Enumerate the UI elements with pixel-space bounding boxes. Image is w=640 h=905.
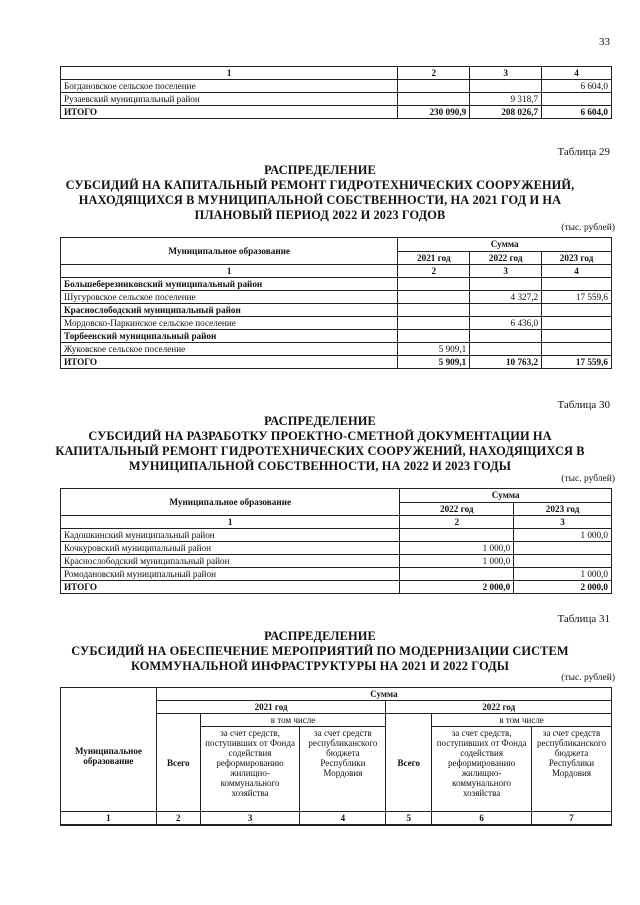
col-sum-header: Сумма bbox=[156, 688, 611, 701]
title-line: МУНИЦИПАЛЬНОЙ СОБСТВЕННОСТИ, НА 2022 И 2023 ГОДЫ bbox=[128, 459, 512, 473]
cell-mo: ИТОГО bbox=[61, 356, 398, 369]
cell-value bbox=[542, 330, 612, 343]
table-30 bbox=[60, 488, 612, 594]
cell-value: 6 604,0 bbox=[542, 106, 612, 119]
col-year: 2022 год bbox=[400, 502, 514, 516]
col-num: 2 bbox=[400, 516, 514, 529]
cell-mo: Большеберезниковский муниципальный район bbox=[61, 278, 398, 291]
title-line: КАПИТАЛЬНЫЙ РЕМОНТ ГИДРОТЕХНИЧЕСКИХ СООРУЖЕНИЙ, НАХОДЯЩИХСЯ В bbox=[55, 444, 585, 458]
cell-value: 5 909,1 bbox=[398, 343, 470, 356]
cell-value bbox=[542, 343, 612, 356]
cell-value: 6 604,0 bbox=[542, 80, 612, 93]
col-num: 1 bbox=[61, 812, 157, 826]
table-row bbox=[61, 317, 612, 330]
total-row bbox=[61, 106, 612, 119]
total-row bbox=[61, 581, 612, 594]
title-line: СУБСИДИЙ НА РАЗРАБОТКУ ПРОЕКТНО-СМЕТНОЙ ДОКУМЕНТАЦИИ НА bbox=[88, 429, 552, 443]
cell-value bbox=[400, 568, 514, 581]
table-label: Таблица 31 bbox=[557, 613, 610, 625]
total-row bbox=[61, 356, 612, 369]
cell-value: 5 909,1 bbox=[398, 356, 470, 369]
col-sum-header: Сумма bbox=[400, 489, 612, 503]
table-row bbox=[61, 555, 612, 568]
title-line: РАСПРЕДЕЛЕНИЕ bbox=[264, 414, 376, 428]
cell-value: 17 559,6 bbox=[542, 356, 612, 369]
col-num: 4 bbox=[542, 265, 612, 278]
table-title bbox=[0, 629, 640, 674]
col-fund: за счет средств, поступивших от Фонда содействия реформированию жилищно-коммунального хозяйства bbox=[200, 727, 300, 812]
col-num: 5 bbox=[386, 812, 432, 826]
cell-value: 1 000,0 bbox=[514, 568, 612, 581]
cell-value bbox=[470, 80, 542, 93]
col-num: 2 bbox=[398, 265, 470, 278]
col-republic: за счет средств республиканского бюджета Республики Мордовия bbox=[532, 727, 612, 812]
col-num: 6 bbox=[432, 812, 532, 826]
cell-value: 4 327,2 bbox=[470, 291, 542, 304]
cell-mo: Краснослободский муниципальный район bbox=[61, 304, 398, 317]
col-num: 3 bbox=[200, 812, 300, 826]
cell-value: 1 000,0 bbox=[514, 529, 612, 542]
col-num: 2 bbox=[398, 67, 470, 80]
cell-mo: ИТОГО bbox=[61, 106, 398, 119]
cell-mo: Ромодановский муниципальный район bbox=[61, 568, 400, 581]
col-incl: в том числе bbox=[200, 714, 386, 727]
cell-value bbox=[542, 278, 612, 291]
cell-value: 1 000,0 bbox=[400, 542, 514, 555]
col-year: 2023 год bbox=[514, 502, 612, 516]
table-row bbox=[61, 291, 612, 304]
table-header-row bbox=[61, 688, 612, 701]
cell-value bbox=[514, 542, 612, 555]
title-line: СУБСИДИЙ НА ОБЕСПЕЧЕНИЕ МЕРОПРИЯТИЙ ПО МОДЕРНИЗАЦИИ СИСТЕМ bbox=[71, 644, 569, 658]
table-number-row bbox=[61, 265, 612, 278]
group-row bbox=[61, 330, 612, 343]
table-number-row bbox=[61, 516, 612, 529]
col-num: 4 bbox=[300, 812, 386, 826]
cell-mo: Краснослободский муниципальный район bbox=[61, 555, 400, 568]
col-num: 1 bbox=[61, 516, 400, 529]
col-num: 1 bbox=[61, 265, 398, 278]
col-num: 4 bbox=[542, 67, 612, 80]
title-line: РАСПРЕДЕЛЕНИЕ bbox=[264, 629, 376, 643]
cell-value bbox=[470, 278, 542, 291]
col-total: Всего bbox=[386, 714, 432, 812]
cell-value bbox=[470, 304, 542, 317]
table-header-row bbox=[61, 67, 612, 80]
cell-value: 2 000,0 bbox=[400, 581, 514, 594]
unit-label: (тыс. рублей) bbox=[561, 223, 615, 233]
table-29 bbox=[60, 237, 612, 369]
cell-value: 208 026,7 bbox=[470, 106, 542, 119]
col-fund: за счет средств, поступивших от Фонда содействия реформированию жилищно-коммунального хозяйства bbox=[432, 727, 532, 812]
table-number-row bbox=[61, 812, 612, 826]
cell-value bbox=[398, 304, 470, 317]
cell-value: 1 000,0 bbox=[400, 555, 514, 568]
table-label: Таблица 30 bbox=[557, 399, 610, 411]
col-incl: в том числе bbox=[432, 714, 612, 727]
title-line: РАСПРЕДЕЛЕНИЕ bbox=[264, 163, 376, 177]
cell-value: 9 318,7 bbox=[470, 93, 542, 106]
cell-value bbox=[542, 93, 612, 106]
page-number: 33 bbox=[599, 36, 610, 48]
cell-value bbox=[398, 317, 470, 330]
table-row bbox=[61, 343, 612, 356]
cell-value bbox=[542, 304, 612, 317]
col-republic: за счет средств республиканского бюджета Республики Мордовия bbox=[300, 727, 386, 812]
col-mo-header: Муниципальное образование bbox=[61, 489, 400, 516]
col-num: 3 bbox=[514, 516, 612, 529]
col-total: Всего bbox=[156, 714, 200, 812]
table-row bbox=[61, 568, 612, 581]
table-title bbox=[0, 414, 640, 474]
title-line: СУБСИДИЙ НА КАПИТАЛЬНЫЙ РЕМОНТ ГИДРОТЕХНИЧЕСКИХ СООРУЖЕНИЙ, bbox=[65, 178, 575, 192]
table-row bbox=[61, 542, 612, 555]
title-line: КОММУНАЛЬНОЙ ИНФРАСТРУКТУРЫ НА 2021 И 2022 ГОДЫ bbox=[131, 659, 509, 673]
col-year: 2021 год bbox=[398, 251, 470, 265]
unit-label: (тыс. рублей) bbox=[561, 673, 615, 683]
group-row bbox=[61, 278, 612, 291]
col-mo-header: Муниципальное образование bbox=[61, 238, 398, 265]
col-year: 2023 год bbox=[542, 251, 612, 265]
table-prev bbox=[60, 66, 612, 119]
cell-mo: Рузаевский муниципальный район bbox=[61, 93, 398, 106]
cell-mo: Шугуровское сельское поселение bbox=[61, 291, 398, 304]
cell-mo: ИТОГО bbox=[61, 581, 400, 594]
cell-value bbox=[514, 555, 612, 568]
table-header-row bbox=[61, 489, 612, 503]
col-num: 3 bbox=[470, 67, 542, 80]
cell-value bbox=[542, 317, 612, 330]
cell-mo: Кочкуровский муниципальный район bbox=[61, 542, 400, 555]
unit-label: (тыс. рублей) bbox=[561, 474, 615, 484]
cell-value bbox=[398, 330, 470, 343]
col-year: 2022 год bbox=[470, 251, 542, 265]
table-row bbox=[61, 93, 612, 106]
col-sum-header: Сумма bbox=[398, 238, 612, 252]
cell-mo: Кадошкинский муниципальный район bbox=[61, 529, 400, 542]
cell-value bbox=[398, 278, 470, 291]
table-label: Таблица 29 bbox=[557, 146, 610, 158]
cell-value: 2 000,0 bbox=[514, 581, 612, 594]
table-row bbox=[61, 80, 612, 93]
cell-mo: Торбеевский муниципальный район bbox=[61, 330, 398, 343]
cell-value: 17 559,6 bbox=[542, 291, 612, 304]
cell-mo: Богдановское сельское поселение bbox=[61, 80, 398, 93]
cell-value bbox=[470, 330, 542, 343]
title-line: ПЛАНОВЫЙ ПЕРИОД 2022 И 2023 ГОДОВ bbox=[194, 208, 446, 222]
cell-value bbox=[398, 291, 470, 304]
group-row bbox=[61, 304, 612, 317]
col-num: 7 bbox=[532, 812, 612, 826]
cell-value bbox=[400, 529, 514, 542]
cell-value: 230 090,9 bbox=[398, 106, 470, 119]
col-mo-header: Муниципальное образование bbox=[61, 701, 157, 812]
col-num: 2 bbox=[156, 812, 200, 826]
blank-cell bbox=[61, 688, 157, 701]
table-31 bbox=[60, 687, 612, 826]
table-header-row bbox=[61, 701, 612, 714]
col-year: 2022 год bbox=[386, 701, 612, 714]
cell-value bbox=[398, 93, 470, 106]
col-num: 1 bbox=[61, 67, 398, 80]
cell-value bbox=[470, 343, 542, 356]
col-num: 3 bbox=[470, 265, 542, 278]
table-row bbox=[61, 529, 612, 542]
cell-mo: Мордовско-Паркинское сельское поселение bbox=[61, 317, 398, 330]
table-header-row bbox=[61, 238, 612, 252]
table-title bbox=[0, 163, 640, 223]
cell-value: 6 436,0 bbox=[470, 317, 542, 330]
cell-value bbox=[398, 80, 470, 93]
col-year: 2021 год bbox=[156, 701, 386, 714]
cell-mo: Жуковское сельское поселение bbox=[61, 343, 398, 356]
cell-value: 10 763,2 bbox=[470, 356, 542, 369]
title-line: НАХОДЯЩИХСЯ В МУНИЦИПАЛЬНОЙ СОБСТВЕННОСТИ, НА 2021 ГОД И НА bbox=[78, 193, 562, 207]
